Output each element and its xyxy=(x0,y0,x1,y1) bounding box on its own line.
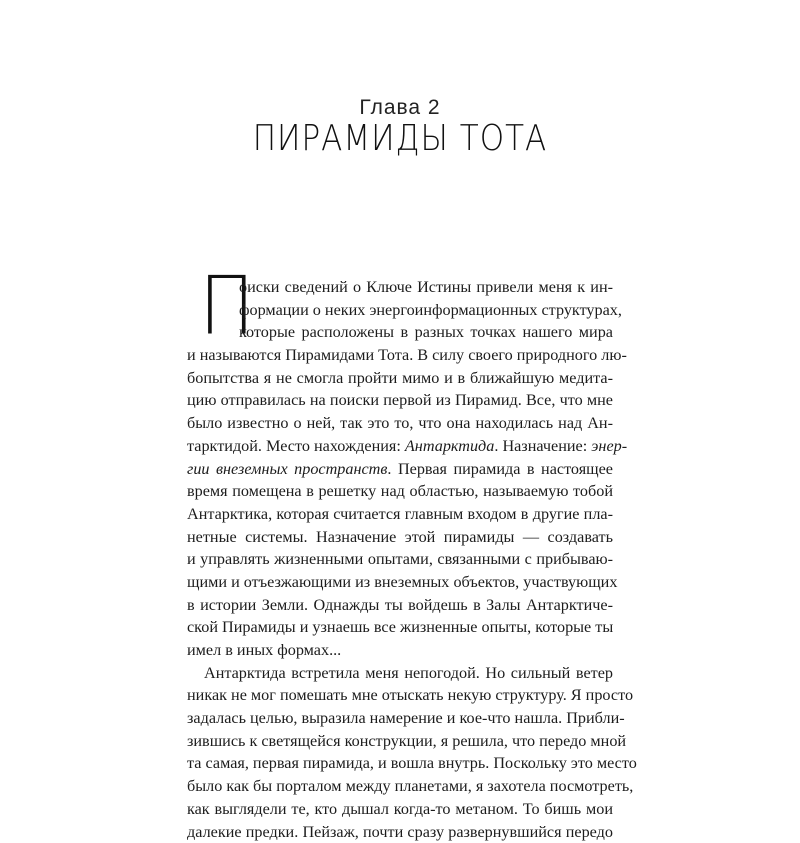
text-line-mixed xyxy=(187,435,613,458)
text-line: бопытства я не смогла пройти мимо и в ближайшую медита- xyxy=(187,367,613,390)
text-segment: . Первая пирамида в настоящее xyxy=(387,460,613,478)
text-line: в истории Земли. Однажды ты войдешь в Залы Антарктиче- xyxy=(187,594,613,617)
text-segment: тарктидой. Место нахождения: xyxy=(187,437,405,455)
text-line: зившись к светящейся конструкции, я решила, что передо мной xyxy=(187,730,613,753)
text-line: щими и отъезжающими из внеземных объектов, участвующих xyxy=(187,571,613,594)
text-line: имел в иных формах... xyxy=(187,639,613,662)
text-line: и называются Пирамидами Тота. В силу своего природного лю- xyxy=(187,344,613,367)
text-line: нетные системы. Назначение этой пирамиды — создавать xyxy=(187,526,613,549)
text-line: время помещена в решетку над областью, называемую тобой xyxy=(187,480,613,503)
text-line: было как бы порталом между планетами, я захотела посмотреть, xyxy=(187,775,613,798)
text-line: далекие предки. Пейзаж, почти сразу развернувшийся передо xyxy=(187,821,613,843)
chapter-title: ПИРАМИДЫ ТОТА xyxy=(0,118,800,159)
chapter-number: Глава 2 xyxy=(0,96,800,120)
text-line-mixed xyxy=(187,458,613,481)
text-line: было известно о ней, так это то, что она находилась над Ан- xyxy=(187,412,613,435)
italic-segment: Антарктида xyxy=(405,437,494,455)
text-line: которые расположены в разных точках нашего мира xyxy=(187,321,613,344)
body-text xyxy=(187,276,613,843)
italic-segment: гии внеземных пространств xyxy=(187,460,387,478)
text-line: и управлять жизненными опытами, связанными с прибываю- xyxy=(187,548,613,571)
text-line: никак не мог помешать мне отыскать некую структуру. Я просто xyxy=(187,684,613,707)
italic-segment: энер- xyxy=(591,437,627,455)
text-line: как выглядели те, кто дышал когда-то метаном. То бишь мои xyxy=(187,798,613,821)
text-segment: . Назначение: xyxy=(494,437,591,455)
text-line: задалась целью, выразила намерение и кое-что нашла. Прибли- xyxy=(187,707,613,730)
text-line: Антарктика, которая считается главным входом в другие пла- xyxy=(187,503,613,526)
text-line: Антарктида встретила меня непогодой. Но сильный ветер xyxy=(187,662,613,685)
text-line: цию отправилась на поиски первой из Пирамид. Все, что мне xyxy=(187,389,613,412)
text-line: оиски сведений о Ключе Истины привели меня к ин- xyxy=(187,276,613,299)
text-line: та самая, первая пирамида, и вошла внутрь. Поскольку это место xyxy=(187,752,613,775)
drop-cap: П xyxy=(199,274,255,339)
text-line: формации о неких энергоинформационных структурах, xyxy=(187,299,613,322)
text-line: ской Пирамиды и узнаешь все жизненные опыты, которые ты xyxy=(187,616,613,639)
